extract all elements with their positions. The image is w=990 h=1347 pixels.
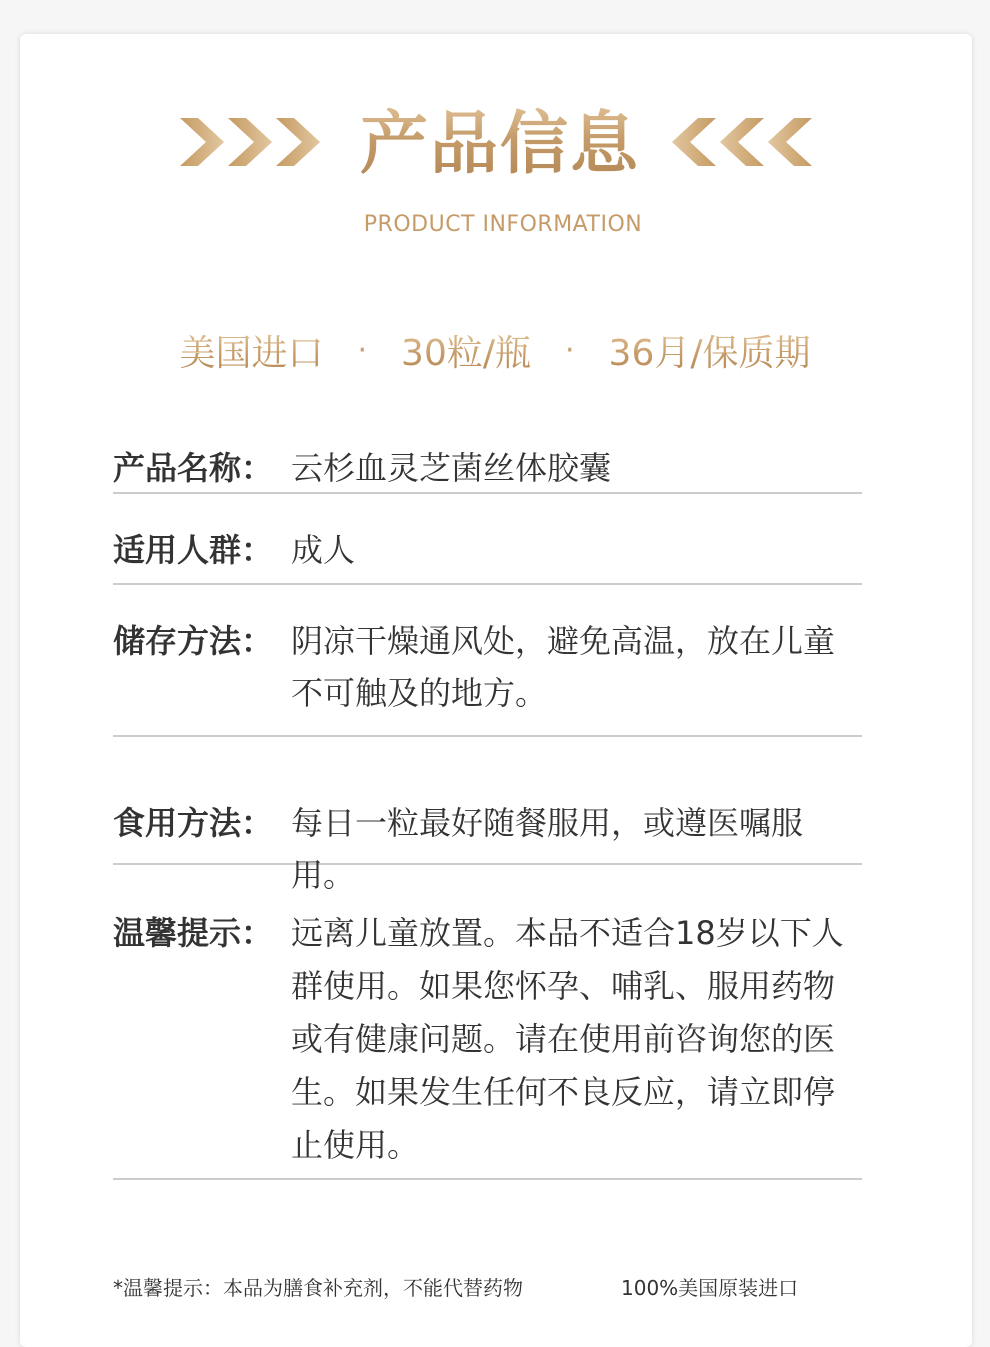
footer-note: *温馨提示：本品为膳食补充剂，不能代替药物 (113, 1276, 523, 1300)
chevrons-right-icon (180, 114, 320, 170)
detail-label: 产品名称： (113, 449, 274, 487)
tag-origin: 美国进口 (179, 325, 323, 376)
detail-label: 适用人群： (113, 531, 274, 569)
section-header (0, 100, 990, 200)
tag-separator: · (565, 332, 575, 368)
footer-origin: 100%美国原装进口 (621, 1276, 799, 1300)
page-subtitle: PRODUCT INFORMATION (363, 212, 643, 237)
detail-value: 成人 (291, 531, 356, 569)
detail-value: 远离儿童放置。本品不适合18岁以下人 群使用。如果您怀孕、哺乳、服用药物 或有健康问题。请在使用前咨询您的医 生。如果发生任何不良反应，请立即停 止使用。 (291, 914, 844, 1164)
detail-value: 云杉血灵芝菌丝体胶囊 (291, 449, 612, 487)
detail-label: 食用方法： (113, 804, 274, 842)
tag-shelf-life: 36月/保质期 (609, 325, 811, 376)
page-title: 产品信息 (360, 100, 640, 190)
feature-tags (0, 322, 990, 378)
chevrons-left-icon (672, 114, 812, 170)
tag-count: 30粒/瓶 (401, 325, 531, 376)
detail-row-usage (113, 737, 862, 894)
detail-label: 储存方法： (113, 622, 274, 660)
detail-row-audience (113, 494, 862, 585)
detail-row-storage (113, 585, 862, 737)
detail-label: 温馨提示： (113, 914, 274, 952)
detail-row-product-name (113, 440, 862, 494)
tag-separator: · (357, 332, 368, 368)
detail-value: 阴凉干燥通风处，避免高温，放在儿童 不可触及的地方。 (291, 622, 836, 712)
detail-value: 每日一粒最好随餐服用，或遵医嘱服用。 (291, 804, 804, 894)
detail-row-warning (113, 865, 862, 1180)
detail-list (113, 440, 862, 1180)
